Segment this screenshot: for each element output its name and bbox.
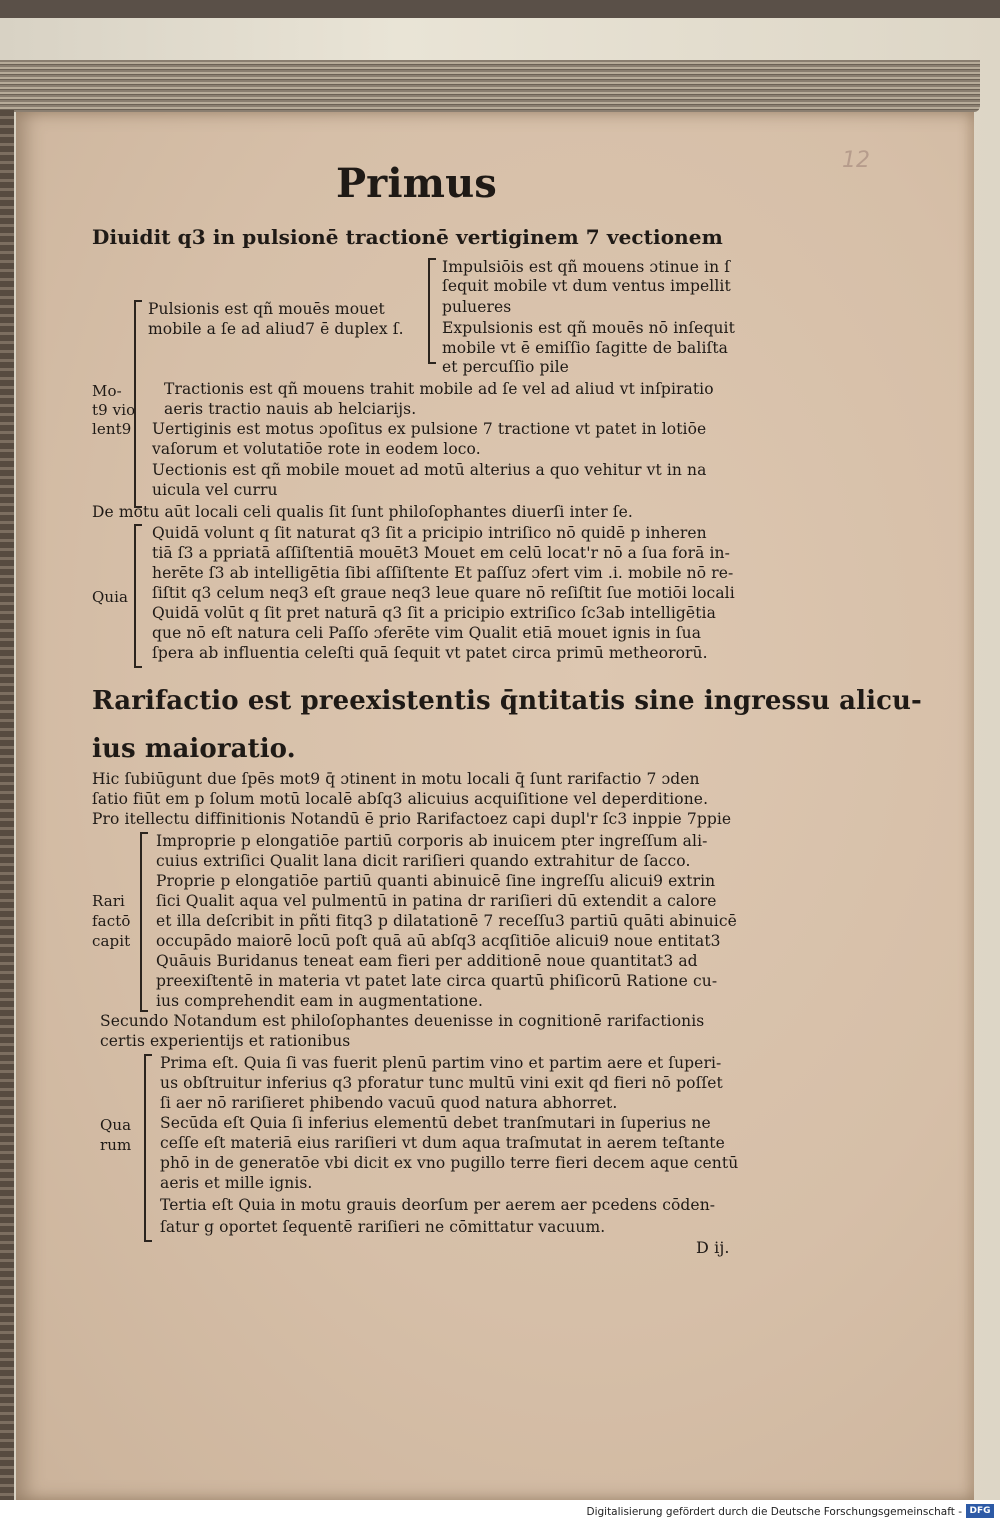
line-expulsio-2: mobile vt ē emiſſio ſagitte de baliſta [442,339,729,357]
line-quida-2: tiā ſ3 a ppriatā aſſiſtentiā mouēt3 Mouet em celū locat'r nō a ſua forā in- [152,544,730,562]
definition-rarifactio: Rarifactio est preexistentis q̄ntitatis sine ingressu alicu- [92,686,922,716]
line-expulsio-3: et percuſſio pile [442,358,569,376]
line-buridanus-1: Quāuis Buridanus teneat eam fieri per additionē noue quantitat3 ad [156,952,698,970]
line-buridanus-2: preexiſtentē in materia vt patet late circa quartū phiſicorū Ratione cu- [156,972,718,990]
margin-capit: capit [92,932,131,950]
line-secunda-4: aeris et mille ignis. [160,1174,313,1192]
margin-mo: Mo- [92,382,122,400]
line-tertia-2: ſatur g oportet ſequentē rariſieri ne cōmittatur vacuum. [160,1218,606,1236]
line-quida-6: que nō eſt natura celi Paſſo ɔferēte vim Qualit etiā mouet ignis in ſua [152,624,702,642]
margin-qua: Qua [100,1116,132,1134]
line-hic-1: Hic ſubiūgunt due ſpēs mot9 q̄ ɔtinent in motu locali q̄ ſunt rarifactio 7 ɔden [92,770,700,788]
line-hic-2: ſatio fiūt em p ſolum motū localē abſq3 alicuius acquiſitione vel deperditione. [92,790,709,808]
page-heading: Primus [336,160,497,207]
line-secunda-2: ceſſe eſt materiā eius rariſieri vt dum aqua traſmutat in aerem teſtante [160,1134,725,1152]
line-pulueres: pulueres [442,298,512,316]
line-tertia-1: Tertia eſt Quia in motu grauis deorſum per aerem aer pcedens cōden- [160,1196,716,1214]
footer-credit: Digitalisierung gefördert durch die Deutsche Forschungsgemeinschaft - [586,1506,962,1518]
line-pro-intellectu: Pro itellectu diffinitionis Notandū ē prio Rarifactoez capi dupl'r ſc3 inppie 7ppie [92,810,732,828]
line-uertigo-1: Uertiginis est motus ɔpoſitus ex pulsione 7 tractione vt patet in lotiōe [152,420,707,438]
line-secunda-3: phō in de generatōe vbi dicit ex vno pugillo terre fieri decem aque centū [160,1154,739,1172]
line-tractio-1: Tractionis est qñ mouens trahit mobile ad ſe vel ad aliud vt inſpiratio [164,380,714,398]
line-proprie-4: occupādo maiorē locū poſt quā aū abſq3 acqſitiōe alicui9 noue entitat3 [156,932,721,950]
line-proprie-1: Proprie p elongatiōe partiū quanti abinuicē ſine ingreſſu alicui9 extrin [156,872,716,890]
margin-facto: factō [92,912,131,930]
page-edges [0,60,980,112]
line-secunda-1: Secūda eſt Quia ſi inferius elementū debet tranſmutari in ſuperius ne [160,1114,711,1132]
line-proprie-2: ſici Qualit aqua vel pulmentū in patina dr rariſieri dū extendit a calore [156,892,717,910]
folio-number: 12 [842,148,870,173]
line-secundo-2: certis experientijs et rationibus [100,1032,351,1050]
line-quida-1: Quidā volunt q ſit naturat q3 ſit a pricipio intriſico nō quidē p inheren [152,524,707,542]
signature-mark: D ij. [696,1238,730,1257]
bracket-rarifactio [140,832,148,1012]
line-proprie-3: et illa deſcribit in pñti fitq3 p dilatationē 7 receſſu3 partiū quāti abinuicē [156,912,737,930]
line-quida-3: herēte ſ3 ab intelligētia ſibi aſſiſtente Et paſſuz ɔfert vim .i. mobile nō re- [152,564,734,582]
margin-rum: rum [100,1136,132,1154]
line-uectio-1: Uectionis est qñ mobile mouet ad motū alterius a quo vehitur vt in na [152,461,707,479]
line-prima-2: us obſtruitur inferius q3 pforatur tunc multū vini exit qd fieri nō poſſet [160,1074,723,1092]
line-impulsio-1: Impulsiōis est qñ mouens ɔtinue in ſ [442,258,731,276]
line-quida-7: ſpera ab influentia celeſti quā ſequit vt patet circa primū metheororū. [152,644,708,662]
line-de-motu: De motu aūt locali celi qualis ſit ſunt philoſophantes diuerſi inter ſe. [92,503,633,521]
book-page [16,112,974,1500]
line-tractio-2: aeris tractio nauis ab helciarijs. [164,400,417,418]
line-prima-1: Prima eſt. Quia ſi vas fuerit plenū partim vino et partim aere et ſuperi- [160,1054,722,1072]
margin-quia: Quia [92,588,129,606]
line-quida-4: ſiſtit q3 celum neq3 eſt graue neq3 leue quare nō reſiſtit ſue motiōi locali [152,584,735,602]
margin-lent: lent9 [92,420,132,438]
line-pulsionis-1: Pulsionis est qñ mouēs mouet [148,300,385,318]
line-buridanus-3: ius comprehendit eam in augmentatione. [156,992,483,1010]
line-uectio-2: uicula vel curru [152,481,278,499]
margin-rari: Rari [92,892,125,910]
line-quida-5: Quidā volūt q ſit pret naturā q3 ſit a pricipio extriſico ſc3ab intelligētia [152,604,716,622]
line-diuidit: Diuidit q3 in pulsionē tractionē vertiginem 7 vectionem [92,225,723,249]
bracket-pulsio [428,258,436,364]
line-uertigo-2: vaſorum et volutatiōe rote in eodem loco. [152,440,481,458]
left-page-stack [0,110,14,1500]
definition-rarifactio-cont: ius maioratio. [92,734,296,764]
line-improprie-1: Improprie p elongatiōe partiū corporis ab inuicem pter ingreſſum ali- [156,832,708,850]
line-prima-3: ſi aer nō rariſieret phibendo vacuū quod natura abhorret. [160,1094,618,1112]
line-secundo-1: Secundo Notandum est philoſophantes deuenisse in cognitionē rarifactionis [100,1012,705,1030]
margin-tvio: t9 vio [92,401,136,419]
line-expulsio-1: Expulsionis est qñ mouēs nō inſequit [442,319,735,337]
line-impulsio-2: ſequit mobile vt dum ventus impellit [442,277,731,295]
bracket-quarum [144,1054,152,1242]
bracket-quia [134,524,142,668]
line-improprie-2: cuius extriſici Qualit lana dicit rariſieri quando extrahitur de ſacco. [156,852,691,870]
dfg-logo: DFG [966,1504,994,1518]
line-pulsionis-2: mobile a ſe ad aliud7 ē duplex ſ. [148,320,404,338]
